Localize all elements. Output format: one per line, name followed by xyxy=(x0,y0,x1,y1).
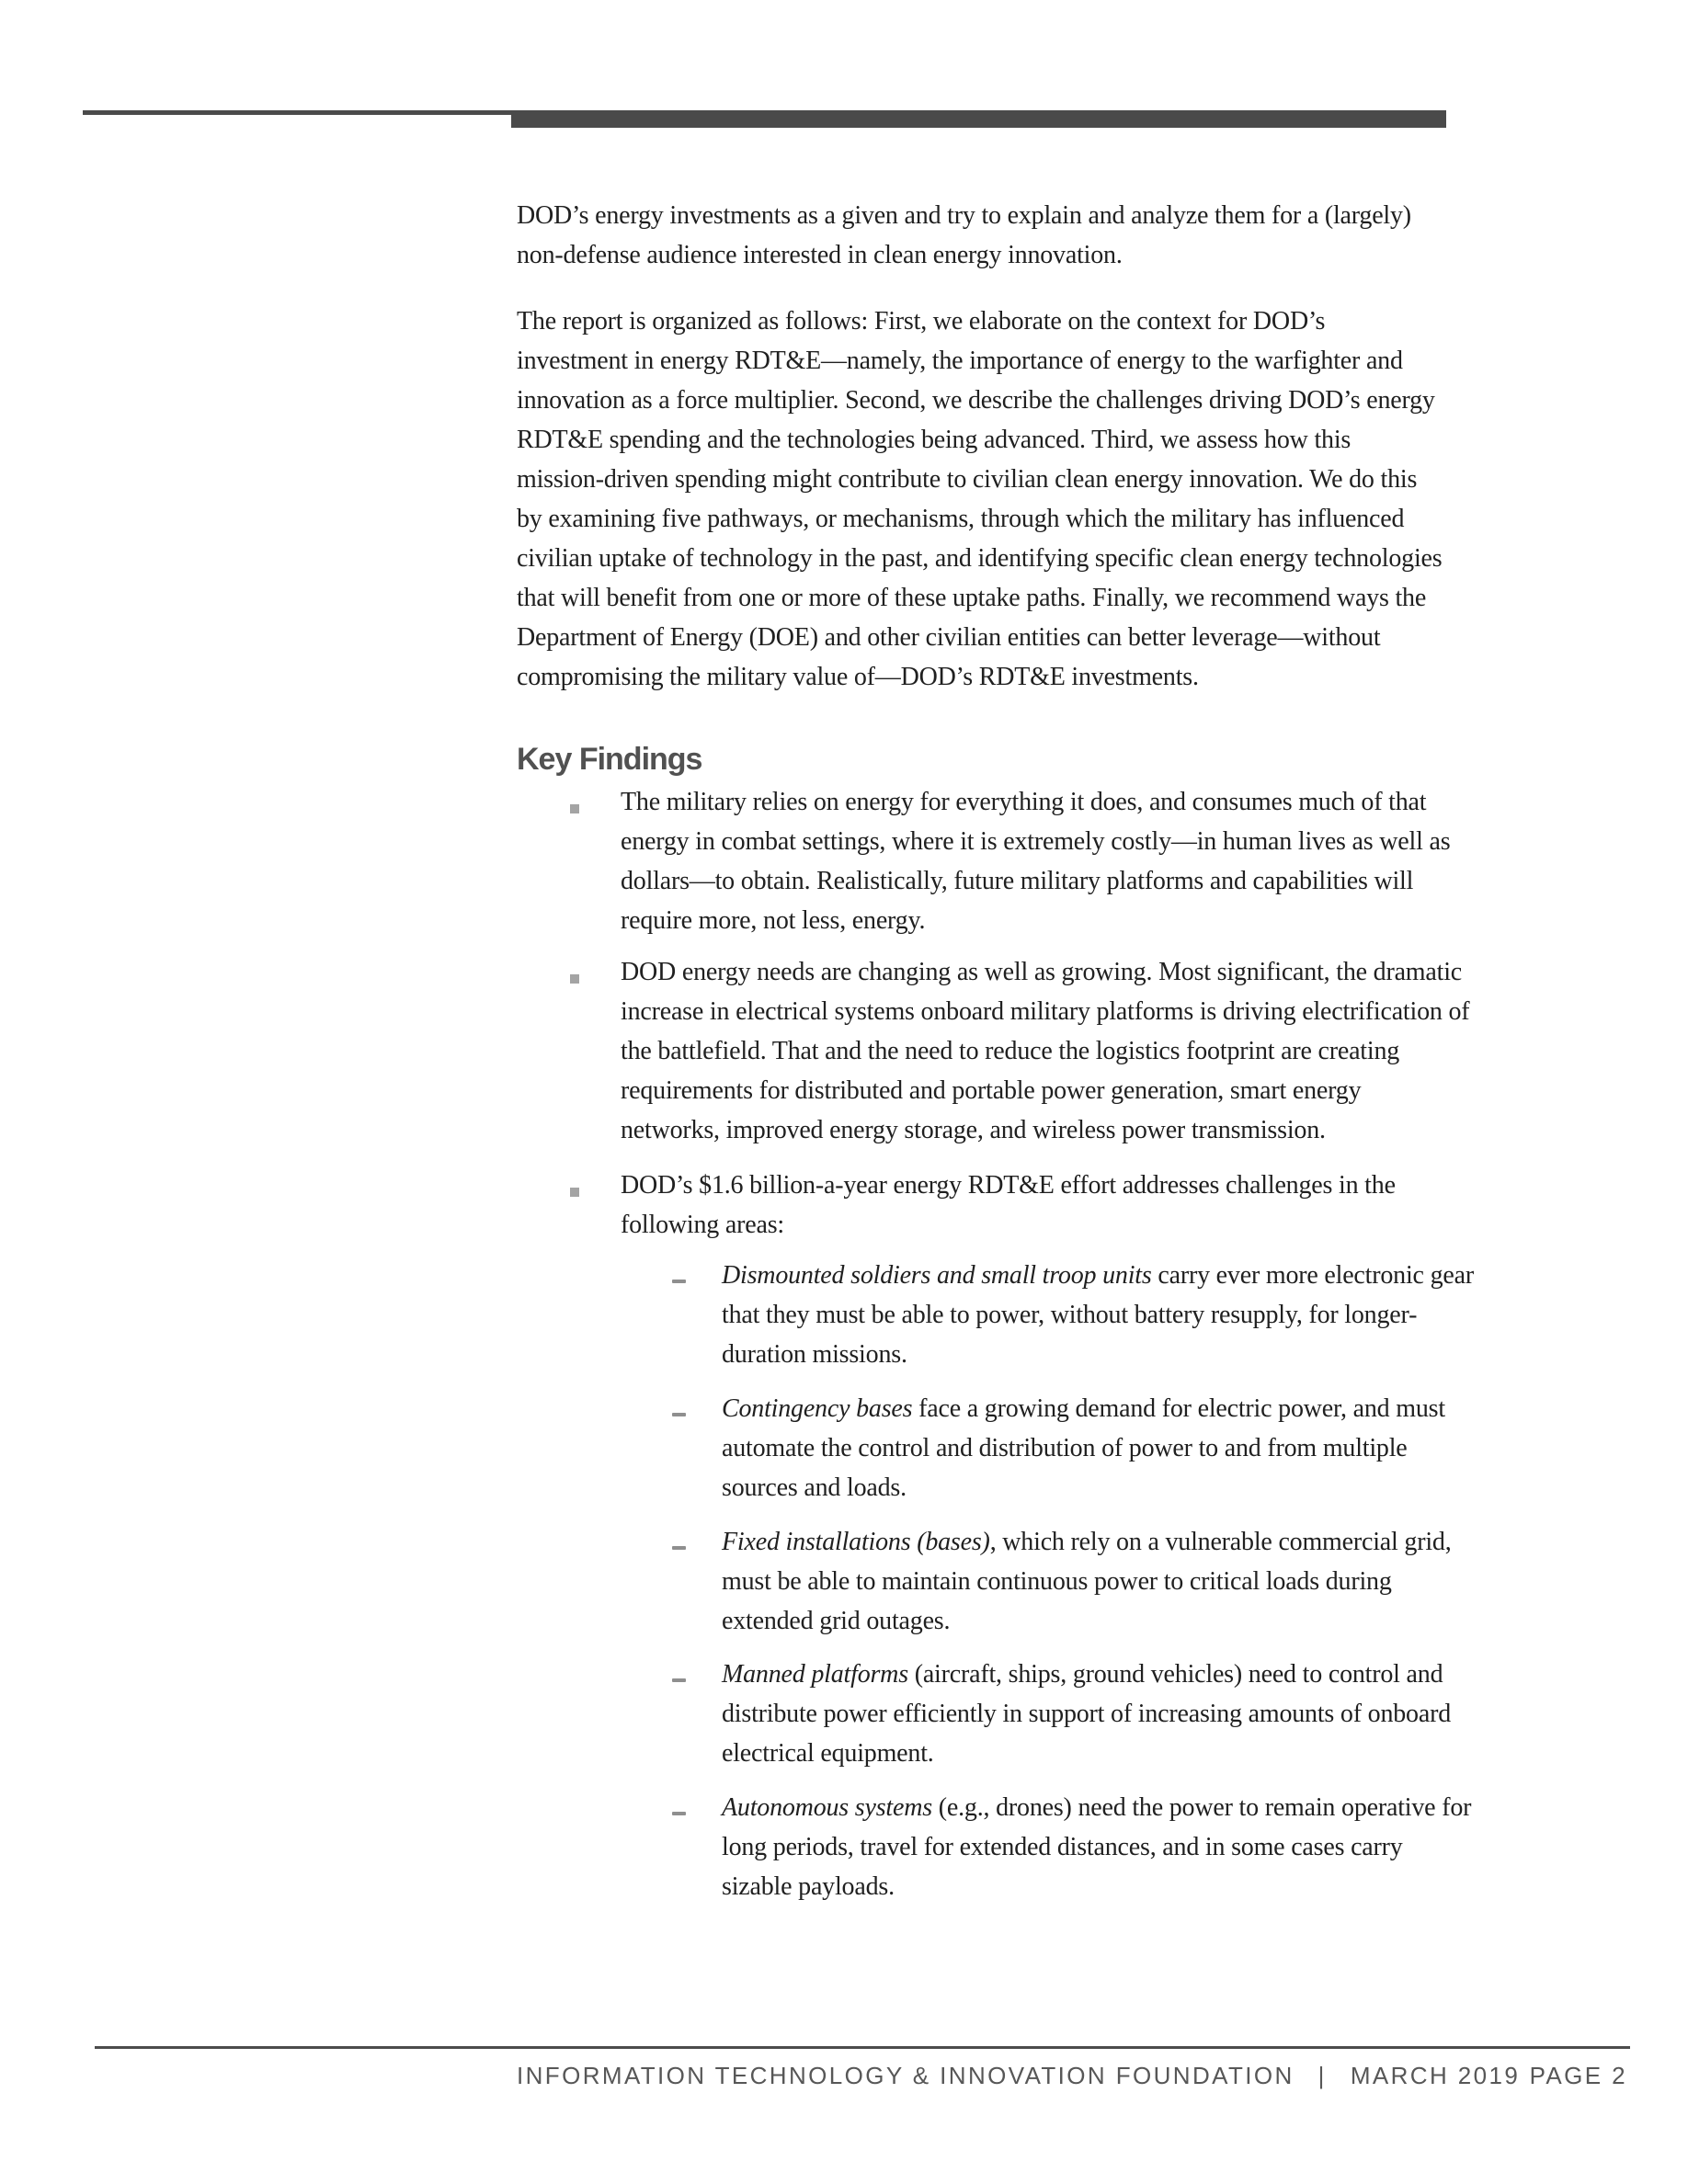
text-line: non-defense audience interested in clean energy innovation. xyxy=(517,241,1123,269)
sub-bullet-item xyxy=(722,1389,1445,1507)
sub-bullet-item xyxy=(722,1256,1474,1374)
text-line: requirements for distributed and portable power generation, smart energy xyxy=(621,1076,1362,1105)
footer-org: INFORMATION TECHNOLOGY & INNOVATION FOUNDATION xyxy=(517,2062,1295,2089)
text-line: must be able to maintain continuous power to critical loads during xyxy=(722,1567,1392,1596)
text-line: increase in electrical systems onboard military platforms is driving electrification of xyxy=(621,997,1470,1026)
text-line: The military relies on energy for everything it does, and consumes much of that xyxy=(621,788,1427,816)
sub-bullet-item xyxy=(722,1788,1471,1906)
sub-bullet-lead: Contingency bases xyxy=(722,1394,913,1423)
dash-icon xyxy=(672,1413,686,1416)
dash-icon xyxy=(672,1678,686,1682)
sub-bullet-lead: Fixed installations (bases) xyxy=(722,1528,990,1556)
text-line: energy in combat settings, where it is extremely costly—in human lives as well as xyxy=(621,827,1451,856)
text-line: that they must be able to power, without battery resupply, for longer- xyxy=(722,1301,1418,1329)
text-line: DOD energy needs are changing as well as growing. Most significant, the dramatic xyxy=(621,958,1463,986)
sub-bullet-item xyxy=(722,1522,1452,1641)
text-line: compromising the military value of—DOD’s RDT&E investments. xyxy=(517,663,1199,691)
dash-icon xyxy=(672,1812,686,1815)
text-line: duration missions. xyxy=(722,1340,907,1369)
sub-bullet-item xyxy=(722,1655,1451,1773)
text-line: networks, improved energy storage, and wireless power transmission. xyxy=(621,1116,1326,1144)
sub-bullet-lead: Dismounted soldiers and small troop units xyxy=(722,1261,1152,1290)
text-line: The report is organized as follows: First, we elaborate on the context for DOD’s xyxy=(517,307,1326,336)
bullet-item xyxy=(621,1166,1396,1245)
text-line: DOD’s $1.6 billion-a-year energy RDT&E effort addresses challenges in the xyxy=(621,1171,1396,1200)
text-line: automate the control and distribution of power to and from multiple xyxy=(722,1434,1408,1462)
text-line: dollars—to obtain. Realistically, future military platforms and capabilities will xyxy=(621,867,1414,895)
key-findings-heading: Key Findings xyxy=(517,742,702,777)
sub-bullet-lead: Autonomous systems xyxy=(722,1793,932,1822)
paragraph xyxy=(517,196,1411,275)
text-line: extended grid outages. xyxy=(722,1607,951,1635)
sub-bullet-lead: Manned platforms xyxy=(722,1660,908,1689)
text-line: that will benefit from one or more of these uptake paths. Finally, we recommend ways the xyxy=(517,584,1427,612)
text-line: civilian uptake of technology in the past, and identifying specific clean energy technologies xyxy=(517,544,1443,573)
text-line: electrical equipment. xyxy=(722,1739,934,1768)
footer-rule xyxy=(95,2046,1630,2049)
bullet-square-icon xyxy=(570,804,579,813)
text-line: the battlefield. That and the need to reduce the logistics footprint are creating xyxy=(621,1037,1400,1065)
footer-date: MARCH 2019 xyxy=(1350,2062,1521,2089)
text-line: investment in energy RDT&E—namely, the importance of energy to the warfighter and xyxy=(517,347,1403,375)
bullet-item xyxy=(621,952,1469,1150)
text-line: mission-driven spending might contribute to civilian clean energy innovation. We do this xyxy=(517,465,1418,494)
text-line: sizable payloads. xyxy=(722,1872,895,1901)
top-rule-thick xyxy=(511,110,1446,128)
text-line: following areas: xyxy=(621,1211,784,1239)
text-line: RDT&E spending and the technologies being advanced. Third, we assess how this xyxy=(517,426,1352,454)
bullet-square-icon xyxy=(570,1188,579,1197)
sub-bullet-text: carry ever more electronic gear xyxy=(1151,1261,1474,1290)
sub-bullet-text: (aircraft, ships, ground vehicles) need to control and xyxy=(907,1660,1443,1689)
footer-org-line xyxy=(517,2062,1520,2089)
footer-page-number: PAGE 2 xyxy=(1529,2062,1627,2089)
text-line: require more, not less, energy. xyxy=(621,906,926,935)
paragraph xyxy=(517,301,1442,697)
text-line: innovation as a force multiplier. Second, we describe the challenges driving DOD’s energy xyxy=(517,386,1435,415)
text-line: sources and loads. xyxy=(722,1473,907,1502)
text-line: long periods, travel for extended distances, and in some cases carry xyxy=(722,1833,1403,1861)
text-line: Department of Energy (DOE) and other civilian entities can better leverage—without xyxy=(517,623,1381,652)
dash-icon xyxy=(672,1546,686,1550)
text-line: DOD’s energy investments as a given and try to explain and analyze them for a (largely) xyxy=(517,201,1411,230)
sub-bullet-text: face a growing demand for electric power, and must xyxy=(912,1394,1445,1423)
bullet-item xyxy=(621,782,1450,940)
text-line: by examining five pathways, or mechanisms, through which the military has influenced xyxy=(517,505,1405,533)
dash-icon xyxy=(672,1280,686,1283)
bullet-square-icon xyxy=(570,974,579,984)
sub-bullet-text: , which rely on a vulnerable commercial grid, xyxy=(989,1528,1452,1556)
text-line: distribute power efficiently in support of increasing amounts of onboard xyxy=(722,1700,1452,1728)
footer-separator: | xyxy=(1317,2062,1327,2089)
sub-bullet-text: (e.g., drones) need the power to remain operative for xyxy=(931,1793,1472,1822)
